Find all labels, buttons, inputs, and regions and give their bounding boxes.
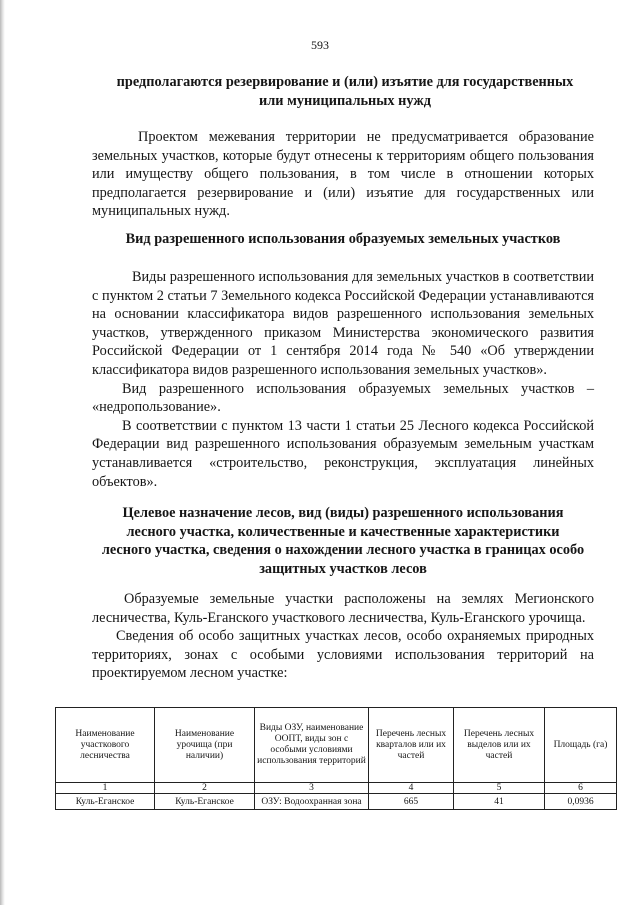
paragraph-use-classifier: Виды разрешенного использования для земельных участков в соответствии с пунктом 2 статьи 7 Земельного кодекса Российской Федерации устанавливаются на основании классификатора видов разрешенного использования земельных участков, утвержденного приказом Министерства экономического развития Российской Федерации от 1 сентября 2014 года № 540 «Об утверждении классификатора видов разрешенного использования земельных участков». [92,269,594,378]
column-number: 6 [545,783,617,794]
header-allotments: Перечень лесных выделов или их частей [454,708,545,783]
header-tract: Наименование урочища (при наличии) [155,708,255,783]
cell-allotment: 41 [454,794,545,810]
column-number: 4 [369,783,454,794]
scan-edge [0,0,5,905]
forest-location-section [92,590,594,683]
table-header-row [56,708,617,783]
header-forestry: Наименование участкового лесничества [56,708,155,783]
heading-permitted-use: Вид разрешенного использования образуемых земельных участков [125,231,561,247]
paragraph-location: Образуемые земельные участки расположены на землях Мегионского лесничества, Куль-Еганского участкового лесничества, Куль-Еганского урочища. [92,591,594,626]
cell-tract: Куль-Еганское [155,794,255,810]
page-number: 593 [311,38,329,52]
paragraph-reservation [92,128,594,221]
cell-forestry: Куль-Еганское [56,794,155,810]
column-number: 1 [56,783,155,794]
permitted-use-section [92,268,594,491]
cell-quarter: 665 [369,794,454,810]
section-title-continued: предполагаются резервирование и (или) изъятие для государственных или муниципальных нужд [116,74,574,109]
paragraph-reservation-text: Проектом межевания территории не предусматривается образование земельных участков, которые будут отнесены к территориям общего пользования или имуществу общего пользования, в том числе в отношении которых предполагается резервирование и (или) изъятие для государственных или муниципальных нужд. [92,129,594,220]
paragraph-use-subsoil: Вид разрешенного использования образуемых земельных участков – «недропользование». [92,380,594,416]
column-number: 5 [454,783,545,794]
forest-table [55,707,617,810]
table-row [56,794,617,810]
header-area: Площадь (га) [545,708,617,783]
heading-forest-purpose: Целевое назначение лесов, вид (виды) разрешенного использования лесного участка, количественные и качественные характеристики лесного участка, сведения о нахождении лесного участка в границах особо защитных участков лесов [101,505,585,577]
header-quarters: Перечень лесных кварталов или их частей [369,708,454,783]
paragraph-use-forest-code: В соответствии с пунктом 13 части 1 статьи 25 Лесного кодекса Российской Федерации вид разрешенного использования образуемым земельным участкам устанавливается «строительство, реконструкция, эксплуатация линейных объектов». [92,417,594,490]
cell-area: 0,0936 [545,794,617,810]
cell-zone: ОЗУ: Водоохранная зона [255,794,369,810]
paragraph-protected-info: Сведения об особо защитных участках лесов, особо охраняемых природных территориях, зонах с особыми условиями использования территорий на проектируемом лесном участке: [92,628,594,682]
table-column-numbers-row [56,783,617,794]
header-zones: Виды ОЗУ, наименование ООПТ, виды зон с особыми условиями использования территорий [255,708,369,783]
column-number: 2 [155,783,255,794]
column-number: 3 [255,783,369,794]
